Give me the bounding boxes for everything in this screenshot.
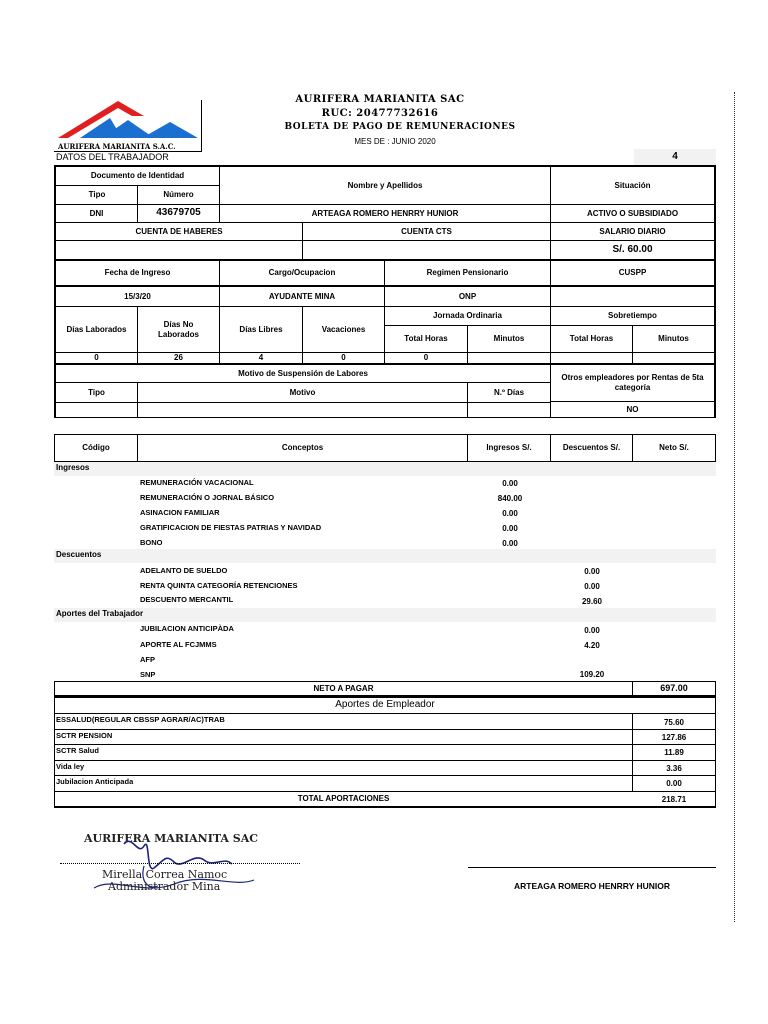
tipo-header: Tipo	[88, 190, 106, 199]
stamp-person-name: Mirella Correa Namoc	[102, 868, 228, 881]
neto-a-pagar-row	[54, 681, 716, 698]
aporte-empleador-value: 0.00	[666, 779, 682, 788]
concept-item: APORTE AL FCJMMS	[140, 640, 217, 649]
total-aportaciones-label: TOTAL APORTACIONES	[297, 794, 390, 803]
aporte-empleador-label: ESSALUD(REGULAR CBSSP AGRAR/AC)TRAB	[56, 715, 225, 724]
sobretiempo-minutos-header: Minutos	[658, 334, 689, 343]
document-title: BOLETA DE PAGO DE REMUNERACIONES	[284, 122, 516, 132]
logo-text: AURIFERA MARIANITA S.A.C.	[58, 142, 176, 151]
aporte-empleador-value: 3.36	[666, 764, 682, 773]
susp-n-dias-header: N.º Días	[493, 387, 525, 397]
salario-diario-value: S/. 60.00	[612, 243, 653, 255]
worker-info-table	[54, 165, 716, 418]
worker-section-label: DATOS DEL TRABAJADOR	[56, 152, 169, 162]
concept-ingreso-value: 840.00	[497, 494, 523, 503]
susp-motivo-header: Motivo	[289, 387, 316, 397]
regimen-value: ONP	[458, 291, 477, 301]
jornada-header: Jornada Ordinaria	[433, 311, 502, 320]
stamp-company-name: AURIFERA MARIANITA SAC	[84, 832, 259, 845]
cargo-value: AYUDANTE MINA	[268, 291, 336, 301]
concept-descuento-value: 29.60	[581, 597, 603, 606]
descuentos-header: Descuentos S/.	[562, 443, 621, 452]
concept-descuento-value: 4.20	[584, 641, 600, 650]
concept-ingreso-value: 0.00	[502, 524, 518, 533]
dias-libres-value: 4	[258, 353, 264, 362]
conceptos-header: Conceptos	[281, 443, 324, 452]
aporte-empleador-label: Vida ley	[56, 762, 85, 771]
cuenta-cts-header: CUENTA CTS	[401, 226, 452, 236]
concepts-header	[54, 434, 716, 462]
worker-name-value: ARTEAGA ROMERO HENRRY HUNIOR	[311, 208, 459, 218]
logo-mountains-icon	[58, 98, 204, 142]
company-ruc: RUC: 20477732616	[321, 108, 439, 119]
concept-item: SNP	[140, 670, 156, 679]
vacaciones-header: Vacaciones	[321, 324, 366, 334]
jornada-minutos-header: Minutos	[493, 334, 525, 343]
aportes-empleador-title: Aportes de Empleador	[335, 699, 435, 711]
cuspp-header: CUSPP	[618, 268, 647, 277]
ingresos-header: Ingresos S/.	[486, 443, 532, 452]
concept-item: GRATIFICACION DE FIESTAS PATRIAS Y NAVIDAD	[140, 523, 322, 532]
aporte-empleador-label: Jubilacion Anticipada	[56, 777, 134, 786]
concept-item: ADELANTO DE SUELDO	[140, 566, 228, 575]
numero-header: Número	[163, 190, 194, 199]
susp-tipo-header: Tipo	[88, 387, 105, 397]
neto-a-pagar-value: 697.00	[660, 682, 688, 693]
codigo-header: Código	[82, 443, 110, 452]
concept-item: JUBILACION ANTICIPÀDA	[140, 624, 234, 633]
cuenta-haberes-header: CUENTA DE HABERES	[135, 226, 223, 236]
vacaciones-value: 0	[341, 353, 346, 362]
concept-item: AFP	[140, 655, 155, 664]
stamp-person-role: Administrador Mina	[108, 880, 221, 893]
jornada-total-horas-header: Total Horas	[404, 334, 448, 343]
aportes-empleador-table	[54, 698, 716, 808]
concept-item: DESCUENTO MERCANTIL	[140, 595, 234, 604]
doc-tipo-value: DNI	[89, 208, 104, 218]
worker-signature-name: ARTEAGA ROMERO HENRRY HUNIOR	[514, 881, 670, 891]
situacion-header: Situación	[614, 180, 651, 190]
concept-item: RENTA QUINTA CATEGORÍA RETENCIONES	[140, 581, 298, 590]
jornada-total-horas-value: 0	[423, 353, 429, 362]
concept-item: REMUNERACIÓN VACACIONAL	[140, 478, 254, 487]
cargo-header: Cargo/Ocupacion	[268, 268, 336, 277]
ingresos-section-label: Ingresos	[56, 463, 90, 472]
page-number: 4	[672, 151, 678, 162]
concept-ingreso-value: 0.00	[502, 509, 518, 518]
company-logo	[58, 98, 204, 154]
salario-diario-header: SALARIO DIARIO	[599, 226, 666, 236]
situacion-value: ACTIVO O SUBSIDIADO	[586, 208, 679, 218]
aportes-trabajador-section-label: Aportes del Trabajador	[56, 609, 144, 618]
fecha-ingreso-header: Fecha de Ingreso	[104, 268, 171, 277]
sobretiempo-total-horas-header: Total Horas	[569, 334, 614, 343]
descuentos-section-label: Descuentos	[56, 550, 102, 559]
concept-descuento-value: 109.20	[579, 670, 605, 679]
concept-item: REMUNERACIÓN O JORNAL BÁSICO	[140, 493, 275, 502]
concept-descuento-value: 0.00	[584, 582, 600, 591]
concept-ingreso-value: 0.00	[502, 539, 518, 548]
neto-a-pagar-label: NETO A PAGAR	[313, 683, 374, 693]
sobretiempo-header: Sobretiempo	[608, 311, 657, 320]
doc-identity-header: Documento de Identidad	[90, 171, 185, 180]
dias-no-laborados-header: Días No Laborados	[158, 319, 199, 339]
doc-numero-value: 43679705	[156, 207, 201, 219]
dias-laborados-value: 0	[94, 353, 99, 362]
dias-laborados-header: Días Laborados	[66, 324, 127, 334]
fecha-ingreso-value: 15/3/20	[124, 291, 151, 301]
concept-descuento-value: 0.00	[584, 567, 600, 576]
regimen-header: Regimen Pensionario	[426, 268, 509, 277]
concept-ingreso-value: 0.00	[502, 479, 518, 488]
concept-item: ASINACION FAMILIAR	[140, 508, 220, 517]
aporte-empleador-value: 75.60	[663, 718, 685, 727]
pay-month: MES DE : JUNIO 2020	[354, 137, 436, 146]
aporte-empleador-value: 127.86	[661, 733, 687, 742]
aporte-empleador-label: SCTR PENSION	[56, 731, 113, 740]
dias-no-laborados-value: 26	[174, 353, 183, 362]
otros-empleadores-header: Otros empleadores por Rentas de 5ta categoría	[561, 372, 704, 392]
company-name: AURIFERA MARIANITA SAC	[295, 94, 465, 105]
nombre-header: Nombre y Apellidos	[347, 180, 423, 190]
motivo-suspension-header: Motivo de Suspensión de Labores	[238, 368, 368, 378]
total-aportaciones-value: 218.71	[661, 795, 687, 804]
concept-item: BONO	[140, 538, 163, 547]
otros-empleadores-value: NO	[626, 404, 639, 414]
neto-header: Neto S/.	[659, 443, 689, 452]
aporte-empleador-value: 11.89	[664, 748, 684, 757]
dias-libres-header: Días Libres	[239, 324, 283, 334]
company-stamp-signature	[54, 826, 304, 902]
aporte-empleador-label: SCTR Salud	[56, 746, 99, 755]
concept-descuento-value: 0.00	[584, 626, 600, 635]
